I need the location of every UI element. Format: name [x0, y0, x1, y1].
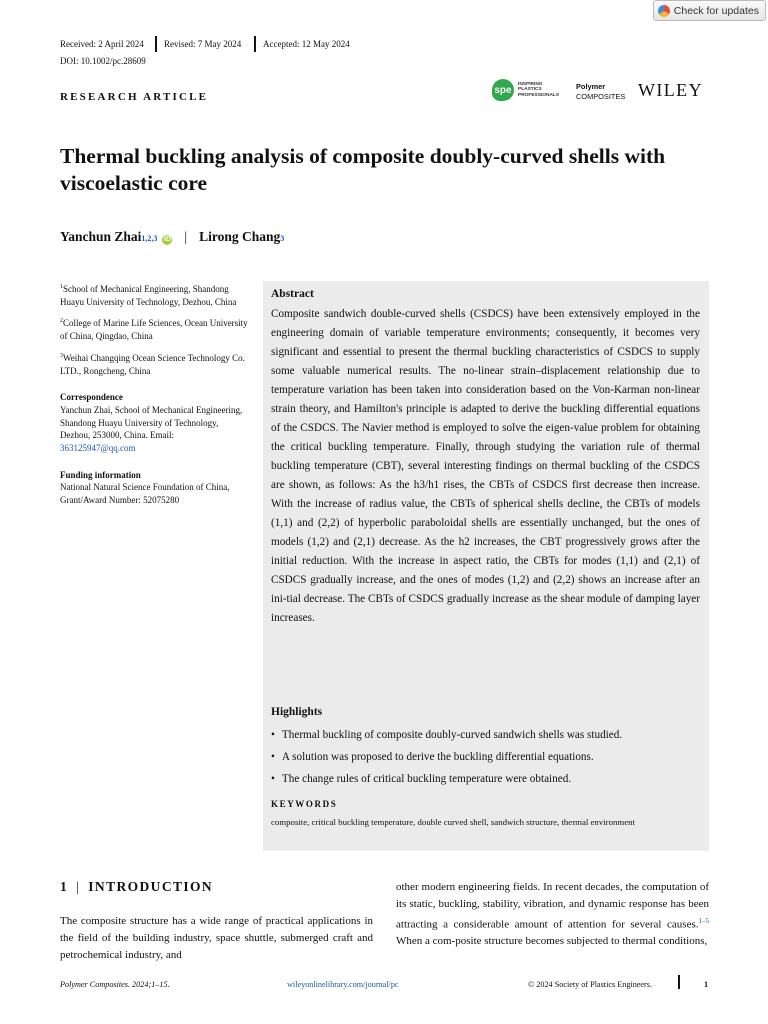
spe-logo [492, 79, 559, 101]
publisher-logo: WILEY [638, 80, 703, 100]
abstract-text: Composite sandwich double-curved shells (CSDCS) have been extensively employed in the engineering domain of variable temperature environments; consequently, it becomes very significant and essential to present the thermal buckling characteristics of CSDCS to supply some valuable numerical results. The no-linear strain–displacement relationship due to temperature variation has been taken into consideration based on the Von-Karman non-linear strain theory, and Hamilton's principle is adapted to derive the buckling differential equations of the CSDCS. The Navier method is employed to solve the eigen-value problem for obtaining the critical buckling temperature. Finally, through studying the variation rule of thermal buckling temperature (CBT), several interesting findings on thermal buckling of the CSDCS are shown, as follows: As the h3/h1 rises, the CBTs of CSDCS first decrease then increase. With the increase of radius value, the CBTs of spherical shells decline, the CBTs of models (1,1) and (2,2) of hyperbolic paraboloidal shells are essentially unchanged, but the ones of models (1,2) and (2,1) decrease. As the h2 increases, the CBT progressively grows after the initial reduction. With the increase in aspect ratio, the CBTs for modes (1,1) and (2,1) of CSDCS gradually increase, and the ones of modes (1,2) and (2,2) shows an increase after an ini-tial decrease. The CBTs of CSDCS gradually increase as the shear module of damping layer increases. [271, 308, 700, 624]
footer-copyright: © 2024 Society of Plastics Engineers. [528, 980, 653, 989]
intro-paragraph-col2: other modern engineering fields. In recent decades, the computation of its static, buckling, stability, vibration, and dynamic response has been attracting a considerable amount of attention for several causes.$^{1-5}$ When a com-posite structure becomes subjected to thermal conditions, [396, 881, 709, 948]
intro-paragraph-col1: The composite structure has a wide range of practical applications in the field of the building industry, space shuttle, submerged craft and petrochemical industry, and [60, 915, 373, 961]
header-divider [155, 36, 157, 52]
affiliation: $^2$College of Marine Life Sciences, Ocean University of China, Qingdao, China [60, 318, 248, 342]
highlight-item: • A solution was proposed to derive the buckling differential equations. [271, 746, 701, 768]
section-heading-introduction [60, 879, 213, 895]
citation-ref[interactable]: 1–5 [698, 916, 709, 925]
affiliation: $^1$School of Mechanical Engineering, Shandong Huayu University of Technology, Dezhou, China [60, 284, 237, 307]
crossmark-icon [658, 5, 670, 17]
check-for-updates-label: Check for updates [673, 4, 759, 17]
section-title: INTRODUCTION [88, 879, 214, 894]
section-separator: | [76, 879, 81, 894]
revised-date: Revised: 7 May 2024 [164, 39, 242, 49]
spe-leaf-icon: spe [492, 79, 514, 101]
correspondence-heading: Correspondence [60, 392, 123, 403]
check-for-updates-button[interactable] [653, 0, 766, 21]
page-number: 1 [704, 980, 709, 989]
footer-divider [678, 975, 680, 989]
article-type: RESEARCH ARTICLE [60, 91, 209, 103]
abstract-heading: Abstract [271, 288, 314, 300]
email-link[interactable]: 363125947@qq.com [60, 443, 136, 454]
author-affiliation-ref[interactable]: 3 [280, 234, 285, 243]
accepted-date: Accepted: 12 May 2024 [263, 39, 350, 49]
highlights-heading: Highlights [271, 706, 323, 718]
highlight-item: • Thermal buckling of composite doubly-curved sandwich shells was studied. [271, 724, 701, 746]
received-date: Received: 2 April 2024 [60, 39, 144, 49]
funding-heading: Funding information [60, 469, 141, 480]
keywords-text: composite, critical buckling temperature, double curved shell, sandwich structure, thermal environment [271, 817, 635, 827]
highlights-list [271, 724, 701, 790]
spe-tagline: INSPIRING PLASTICS PROFESSIONALS [518, 81, 560, 98]
article-title: Thermal buckling analysis of composite doubly-curved shells with viscoelastic core [60, 144, 666, 195]
affiliation: $^3$Weihai Changqing Ocean Science Technology Co. LTD., Rongcheng, China [60, 352, 245, 376]
author-separator: | [184, 229, 188, 244]
section-number: 1 [60, 879, 69, 894]
header-divider [254, 36, 256, 52]
author-list [60, 229, 284, 245]
footer-journal: Polymer Composites. 2024;1–15. [60, 980, 170, 989]
highlight-item: • The change rules of critical buckling temperature were obtained. [271, 768, 701, 790]
author-name[interactable]: Lirong Chang [199, 229, 281, 244]
author-name[interactable]: Yanchun Zhai [60, 229, 142, 244]
orcid-icon[interactable]: iD [163, 236, 171, 243]
keywords-heading: KEYWORDS [271, 799, 338, 809]
doi: DOI: 10.1002/pc.28609 [60, 56, 146, 66]
funding-text: National Natural Science Foundation of China, Grant/Award Number: 52075280 [60, 482, 230, 506]
left-info-column [60, 281, 250, 514]
journal-logo: Polymer COMPOSITES [576, 82, 626, 101]
correspondence-text: Yanchun Zhai, School of Mechanical Engineering, Shandong Huayu University of Technology, Dezhou, 253000, China. Email: 363125947@qq.com [60, 404, 243, 454]
author-affiliation-ref[interactable]: 1,2,3 [141, 234, 158, 243]
footer-url-link[interactable]: wileyonlinelibrary.com/journal/pc [287, 980, 399, 989]
